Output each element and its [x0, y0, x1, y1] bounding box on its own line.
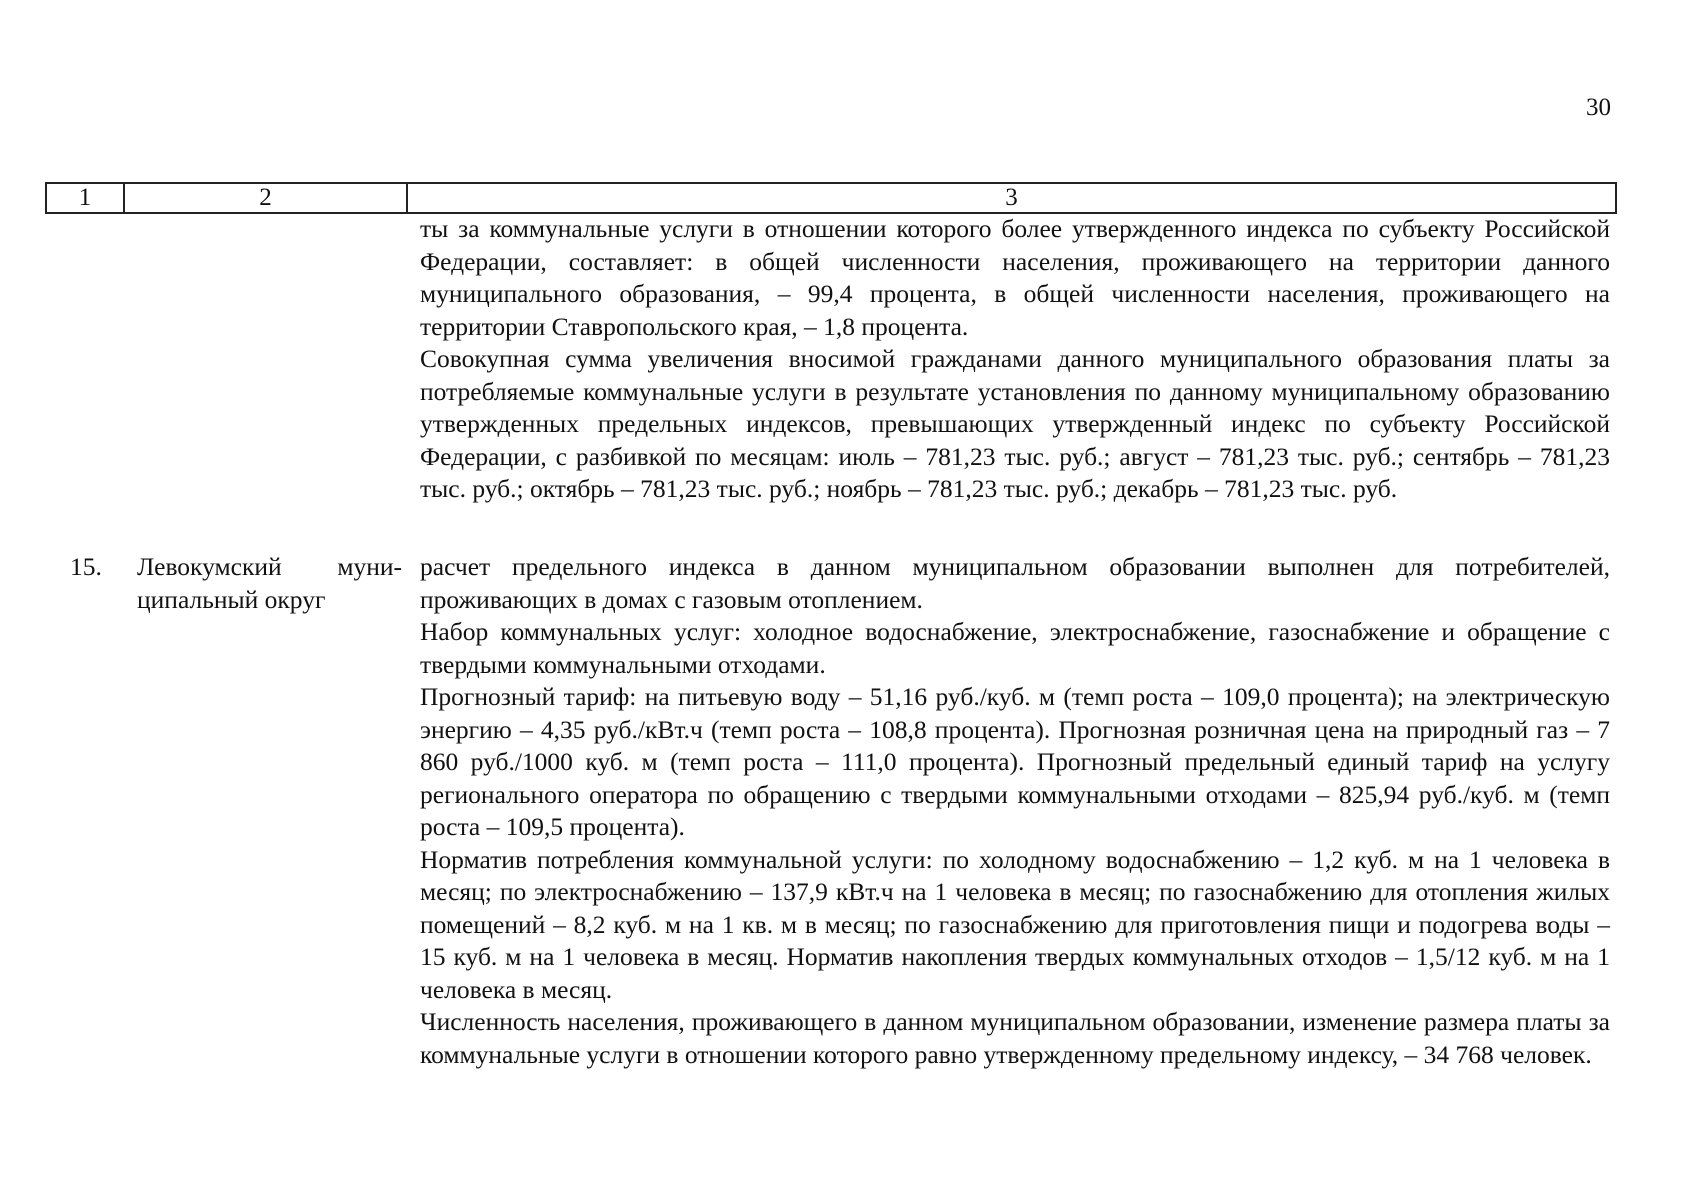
- column-header-3: 3: [1005, 184, 1018, 211]
- municipality-name-line: Левокумский муни-: [137, 552, 402, 581]
- description-paragraph: ты за коммунальные услуги в отношении которого более утвержденного индекса по субъекту Российской Федерации, составляет: в общей численности населения, проживающего на территории данного муниципального образования, – 99,4 процента, в общей численности населения, проживающего на территории Ставропольского края, – 1,8 процента.: [420, 214, 1610, 341]
- municipality-name-line: ципальный округ: [137, 584, 326, 614]
- column-header-1: 1: [47, 184, 125, 212]
- row-description: [420, 213, 1610, 506]
- municipality-name: [137, 551, 402, 616]
- description-paragraph: Прогнозный тариф: на питьевую воду – 51,16 руб./куб. м (темп роста – 109,0 процента); на электрическую энергию – 4,35 руб./кВт.ч (темп роста – 108,8 процента). Прогнозная розничная цена на природный газ – 7 860 руб./1000 куб. м (темп роста – 111,0 процента). Прогнозный предельный единый тариф на услугу регионального оператора по обращению с твердыми коммунальными отходами – 825,94 руб./куб. м (темп роста – 109,5 процента).: [420, 682, 1610, 841]
- description-paragraph: Совокупная сумма увеличения вносимой гражданами данного муниципального образования платы за потребляемые коммунальные услуги в результате установления по данному муниципальному образованию утвержденных предельных индексов, превышающих утвержденный индекс по субъекту Российской Федерации, с разбивкой по месяцам: июль – 781,23 тыс. руб.; август – 781,23 тыс. руб.; сентябрь – 781,23 тыс. руб.; октябрь – 781,23 тыс. руб.; ноябрь – 781,23 тыс. руб.; декабрь – 781,23 тыс. руб.: [420, 344, 1610, 503]
- table-column-header: [45, 182, 1617, 214]
- description-paragraph: Численность населения, проживающего в данном муниципальном образовании, изменение размера платы за коммунальные услуги в отношении которого равно утвержденному предельному индексу, – 34 768 человек.: [420, 1007, 1610, 1069]
- description-paragraph: расчет предельного индекса в данном муниципальном образовании выполнен для потребителей, проживающих в домах с газовым отоплением.: [420, 552, 1610, 614]
- description-paragraph: Норматив потребления коммунальной услуги: по холодному водоснабжению – 1,2 куб. м на 1 человека в месяц; по электроснабжению – 137,9 кВт.ч на 1 человека в месяц; по газоснабжению для отопления жилых помещений – 8,2 куб. м на 1 кв. м в месяц; по газоснабжению для приготовления пищи и подогрева воды – 15 куб. м на 1 человека в месяц. Норматив накопления твердых коммунальных отходов – 1,5/12 куб. м на 1 человека в месяц.: [420, 844, 1610, 1004]
- page-number: 30: [1586, 94, 1611, 121]
- column-header-2: 2: [125, 184, 408, 212]
- row-description: [420, 551, 1610, 1071]
- row-number: 15.: [70, 552, 102, 581]
- description-paragraph: Набор коммунальных услуг: холодное водоснабжение, электроснабжение, газоснабжение и обращение с твердыми коммунальными отходами.: [420, 617, 1610, 679]
